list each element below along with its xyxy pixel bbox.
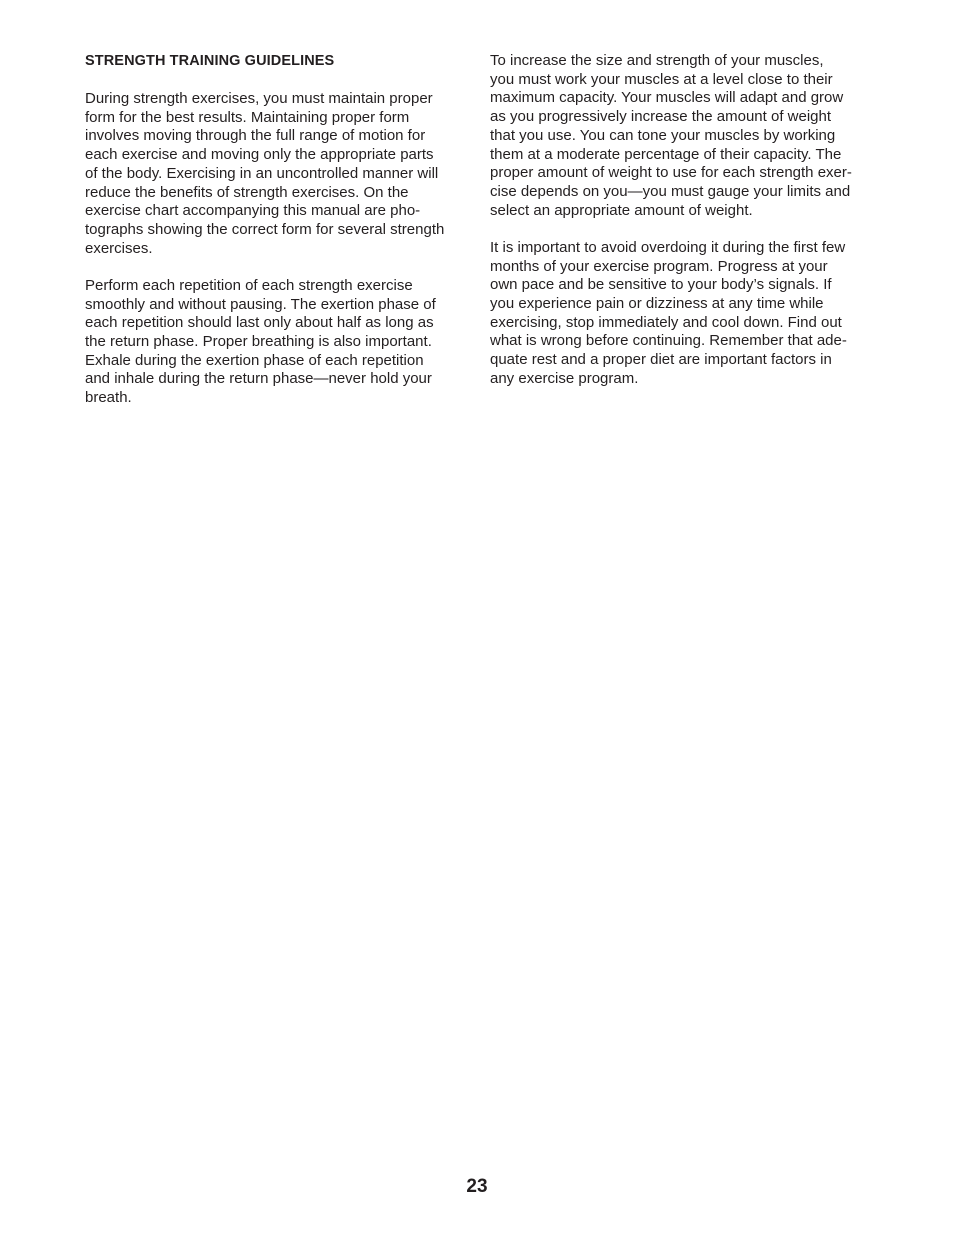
right-column [490,52,875,407]
left-column [85,52,470,426]
page-number: 23 [466,1176,488,1197]
paragraph-proper-form: During strength exercises, you must maintain proper form for the best results. Maintaining proper form involves moving through the full range of motion for each exercise and moving only the appropriate parts of the body. Exercising in an uncontrolled manner will reduce the benefits of strength exercises. On the exercise chart accompanying this manual are pho- tographs showing the correct form for several strength exercises. [85,90,445,257]
paragraph-muscle-size-strength: To increase the size and strength of your muscles, you must work your muscles at a level close to their maximum capacity. Your muscles will adapt and grow as you progressively increase the amount of weight that you use. You can tone your muscles by working them at a moderate percentage of their capacity. The proper amount of weight to use for each strength exer- cise depends on you—you must gauge your limits and select an appropriate amount of weight. [490,52,852,219]
paragraph-avoid-overdoing: It is important to avoid overdoing it during the first few months of your exercise program. Progress at your own pace and be sensitive to your body’s signals. If you experience pain or dizziness at any time while exercising, stop immediately and cool down. Find out what is wrong before continuing. Remember that ade- quate rest and a proper diet are important factors in any exercise program. [490,238,847,387]
paragraph-repetition-breathing: Perform each repetition of each strength exercise smoothly and without pausing. The exertion phase of each repetition should last only about half as long as the return phase. Proper breathing is also important. Exhale during the exertion phase of each repetition and inhale during the return phase—never hold your breath. [85,276,436,407]
section-heading: STRENGTH TRAINING GUIDELINES [85,53,335,69]
